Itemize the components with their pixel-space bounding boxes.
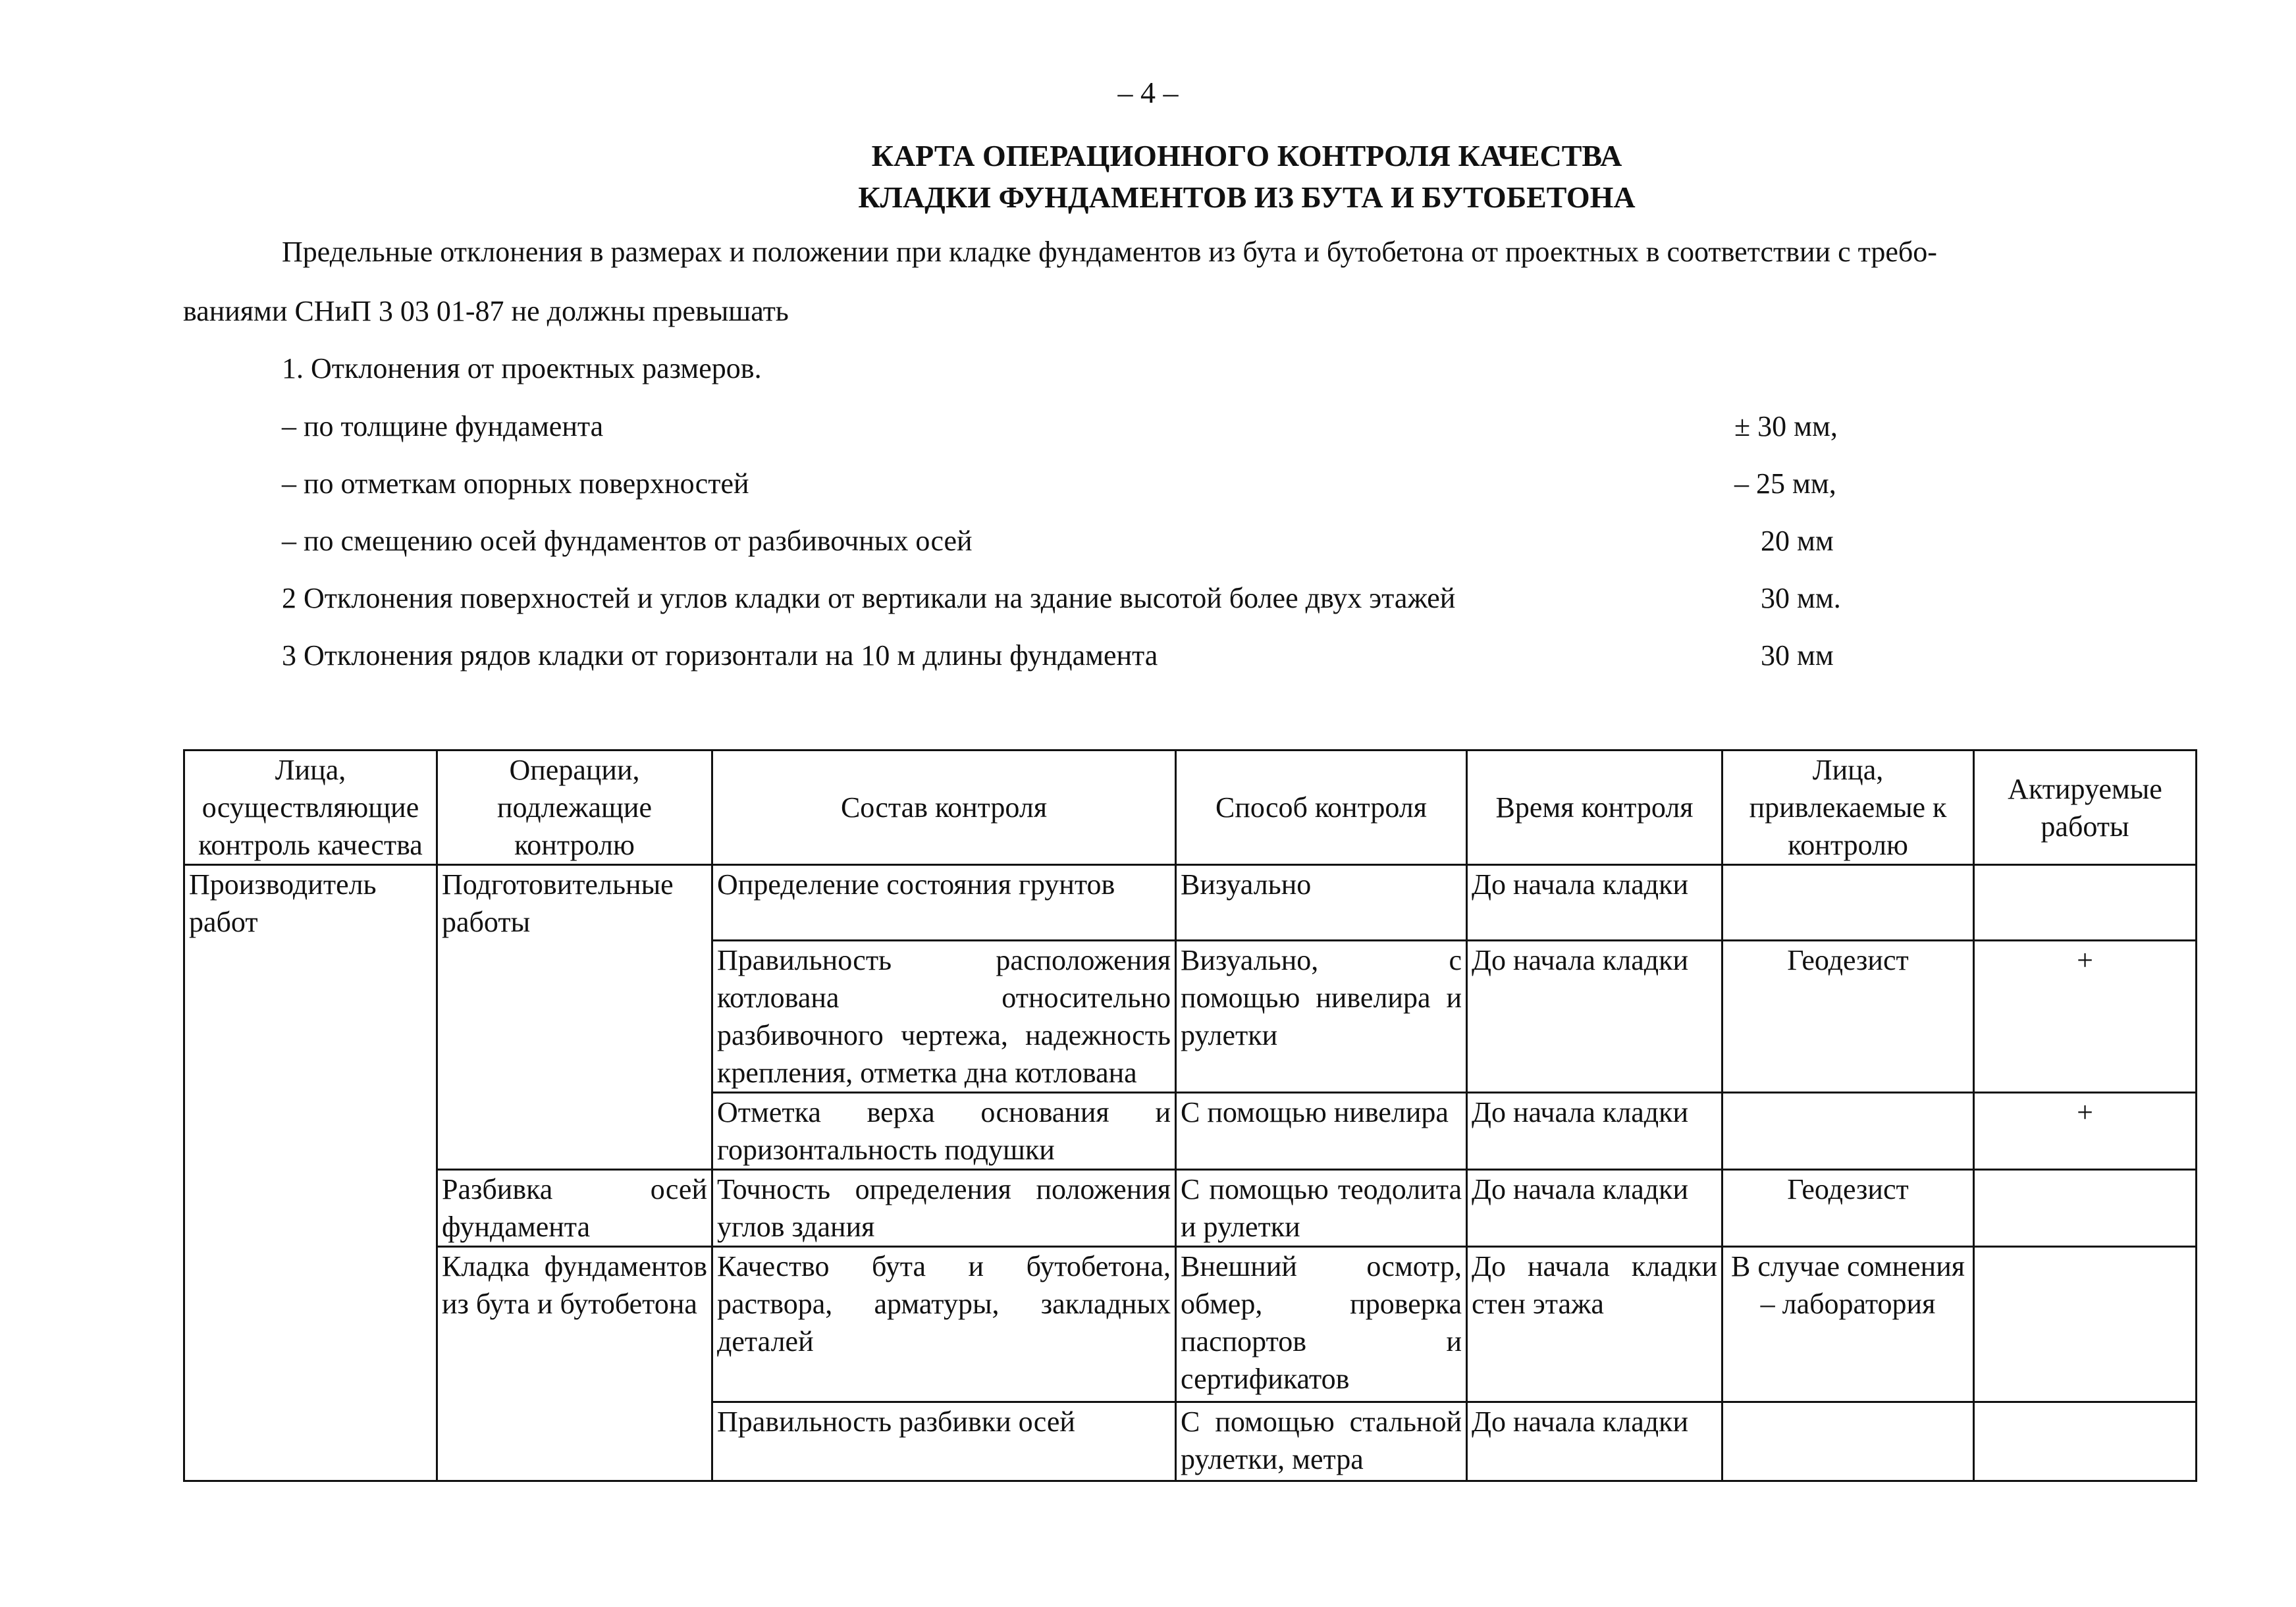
page-number: – 4 – — [1117, 76, 1179, 109]
cell-responsible: Производитель работ — [184, 865, 437, 1481]
cell-involved: Геодезист — [1722, 941, 1974, 1093]
cell-method: С помощью нивелира — [1176, 1093, 1467, 1170]
item-value: – 25 мм, — [1734, 467, 1836, 500]
cell-involved — [1722, 865, 1974, 941]
cell-acted: + — [1974, 941, 2197, 1093]
cell-operation: Кладка фундаментов из бута и бутобетона — [437, 1247, 712, 1481]
cell-method: Внешний осмотр, обмер, проверка паспортов и сертификатов — [1176, 1247, 1467, 1402]
header-composition: Состав контроля — [712, 751, 1176, 865]
title-line-2: КЛАДКИ ФУНДАМЕНТОВ ИЗ БУТА И БУТОБЕТОНА — [858, 180, 1636, 214]
cell-operation: Разбивка осей фундамента — [437, 1170, 712, 1247]
item-text: – по смещению осей фундаментов от разбивочных осей — [282, 525, 973, 557]
cell-composition: Правильность разбивки осей — [712, 1402, 1176, 1481]
item-text: 1. Отклонения от проектных размеров. — [282, 352, 762, 384]
intro-line-2: ваниями СНиП 3 03 01-87 не должны превышать — [183, 295, 789, 327]
item-text: – по толщине фундамента — [282, 410, 604, 442]
cell-acted — [1974, 1170, 2197, 1247]
cell-involved — [1722, 1093, 1974, 1170]
cell-composition: Правильность расположения котлована относительно разбивочного чертежа, надежность крепления, отметка дна котлована — [712, 941, 1176, 1093]
document-title — [0, 135, 2296, 218]
cell-time: До начала кладки — [1467, 1170, 1722, 1247]
cell-involved — [1722, 1402, 1974, 1481]
item-value: 30 мм — [1761, 639, 1834, 672]
table-row — [184, 1247, 2197, 1402]
item-text: – по отметкам опорных поверхностей — [282, 467, 749, 500]
table-row — [184, 865, 2197, 941]
cell-method: С помощью теодолита и рулетки — [1176, 1170, 1467, 1247]
cell-operation: Подготовительные работы — [437, 865, 712, 1170]
table-row — [184, 1170, 2197, 1247]
cell-involved: Геодезист — [1722, 1170, 1974, 1247]
header-acted: Актируемые работы — [1974, 751, 2197, 865]
cell-time: До начала кладки стен этажа — [1467, 1247, 1722, 1402]
cell-composition: Определение состояния грунтов — [712, 865, 1176, 941]
cell-acted: + — [1974, 1093, 2197, 1170]
item-text: 3 Отклонения рядов кладки от горизонтали на 10 м длины фундамента — [282, 639, 1158, 672]
cell-time: До начала кладки — [1467, 1093, 1722, 1170]
cell-time: До начала кладки — [1467, 941, 1722, 1093]
item-value: 20 мм — [1761, 525, 1834, 557]
cell-acted — [1974, 865, 2197, 941]
cell-time: До начала кладки — [1467, 1402, 1722, 1481]
cell-acted — [1974, 1247, 2197, 1402]
header-involved: Лица, привлекаемые к контролю — [1722, 751, 1974, 865]
title-line-1: КАРТА ОПЕРАЦИОННОГО КОНТРОЛЯ КАЧЕСТВА — [871, 139, 1622, 172]
cell-acted — [1974, 1402, 2197, 1481]
cell-method: С помощью стальной рулетки, метра — [1176, 1402, 1467, 1481]
quality-control-table — [183, 749, 2197, 1482]
item-value: 30 мм. — [1761, 582, 1841, 614]
header-method: Способ контроля — [1176, 751, 1467, 865]
cell-composition: Качество бута и бутобетона, раствора, арматуры, закладных деталей — [712, 1247, 1176, 1402]
cell-composition: Отметка верха основания и горизонтальность подушки — [712, 1093, 1176, 1170]
cell-method: Визуально — [1176, 865, 1467, 941]
cell-composition: Точность определения положения углов здания — [712, 1170, 1176, 1247]
header-time: Время контроля — [1467, 751, 1722, 865]
cell-method: Визуально, с помощью нивелира и рулетки — [1176, 941, 1467, 1093]
item-value: ± 30 мм, — [1734, 410, 1838, 442]
header-operations: Операции, подлежащие контролю — [437, 751, 712, 865]
cell-time: До начала кладки — [1467, 865, 1722, 941]
table-header-row — [184, 751, 2197, 865]
cell-involved: В случае сомнения – лаборатория — [1722, 1247, 1974, 1402]
header-responsible: Лица, осуществляющие контроль качества — [184, 751, 437, 865]
item-text: 2 Отклонения поверхностей и углов кладки от вертикали на здание высотой более двух этажей — [282, 582, 1456, 614]
intro-line-1: Предельные отклонения в размерах и положении при кладке фундаментов из бута и бутобетона от проектных в соответствии с требо- — [282, 236, 1937, 268]
